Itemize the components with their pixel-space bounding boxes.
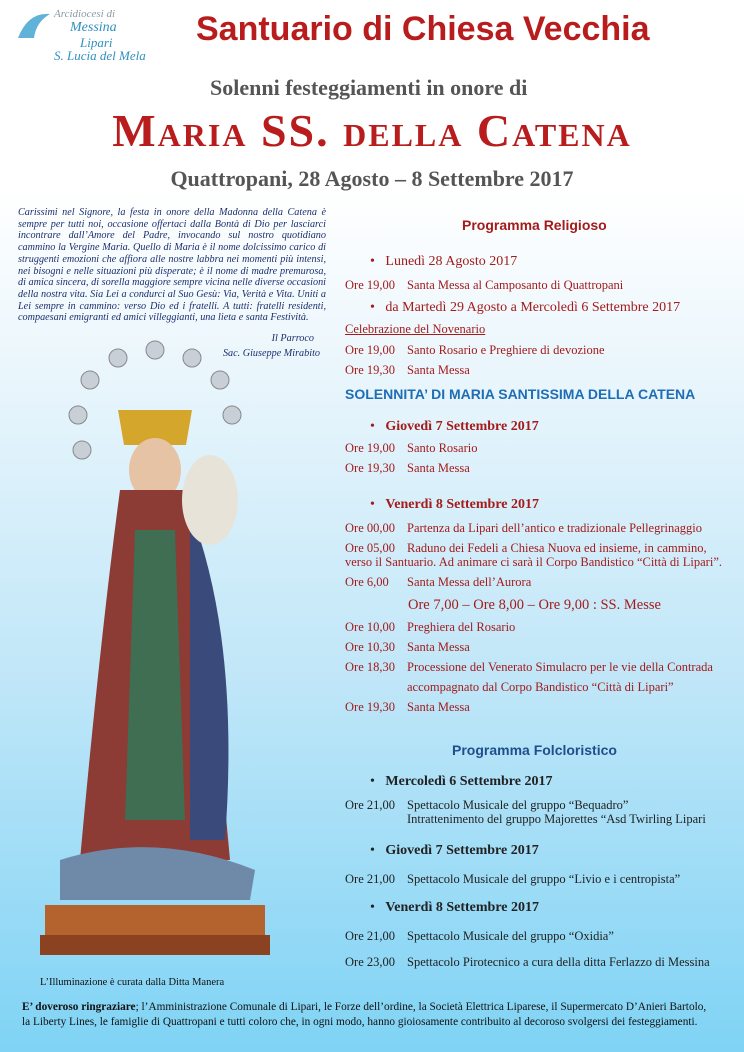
religious-program-heading: Programma Religioso [462, 217, 607, 233]
letter-role: Il Parroco [271, 333, 314, 344]
day-heading: Mercoledì 6 Settembre 2017 [385, 774, 553, 789]
subtitle: Solenni festeggiamenti in onore di [210, 75, 528, 100]
letter-signature: Sac. Giuseppe Mirabito [222, 348, 320, 359]
illumination-credit: L’Illuminazione è curata dalla Ditta Manera [40, 977, 225, 988]
masses-line: Ore 7,00 – Ore 8,00 – Ore 9,00 : SS. Messe [408, 597, 661, 613]
solemnity-heading: SOLENNITA’ DI MARIA SANTISSIMA DELLA CATENA [345, 386, 696, 402]
page-title: Santuario di Chiesa Vecchia [196, 10, 650, 48]
day-heading: Giovedì 7 Settembre 2017 [385, 843, 539, 858]
madonna-statue-image [40, 340, 270, 965]
day-heading: Venerdì 8 Settembre 2017 [385, 497, 539, 512]
day-heading: Giovedì 7 Settembre 2017 [385, 419, 539, 434]
feast-dates: Quattropani, 28 Agosto – 8 Settembre 2017 [170, 166, 574, 191]
dove-icon [14, 8, 54, 48]
feast-title: Maria SS. della Catena [112, 105, 632, 156]
day-heading: Venerdì 8 Settembre 2017 [385, 900, 539, 915]
acknowledgements: E’ doveroso ringraziare; l’Amministrazione Comunale di Lipari, le Forze dell’ordine, la Società Elettrica Liparese, il Supermercato D’Anieri Bartolo, la Liberty Lines, le famiglie di Quattropani e tutti coloro che, in ogni modo, hanno gioiosamente contribuito al decoroso svolgersi dei festeggiamenti. [22, 1001, 707, 1028]
day-heading: Lunedì 28 Agosto 2017 [385, 254, 518, 269]
folk-program-heading: Programma Folcloristico [452, 742, 617, 758]
diocese-logo: Arcidiocesi di Messina Lipari S. Lucia del Mela [14, 4, 184, 62]
day-heading: da Martedì 29 Agosto a Mercoledì 6 Settembre 2017 [385, 300, 681, 315]
parish-letter: Carissimi nel Signore, la festa in onore della Madonna della Catena è sempre per tutti noi, occasione offertaci dalla Bontà di Dio per lasciarci incontrare dall’Amore del Padre, invocando sul nostro quotidiano cammino la Vergine Maria. Quello di Maria è il nome dolcissimo carico di struggenti emozioni che affiora alle nostre labbra nei momenti più intensi, nei bisogni e nelle situazioni più disperate; è il nome di madre premurosa, di amica sincera, di sorella maggiore sempre vicina nelle diverse occasioni della nostra vita. Sia Lei a condurci al Suo Gesù: Via, Verità e Vita. Uniti a Lei sempre in cammino: verso Dio ed i fratelli. A tutti: fratelli residenti, compaesani emigranti ed amici villeggianti, una lieta e santa Festività. [18, 207, 326, 324]
novena-label: Celebrazione del Novenario [345, 322, 486, 336]
